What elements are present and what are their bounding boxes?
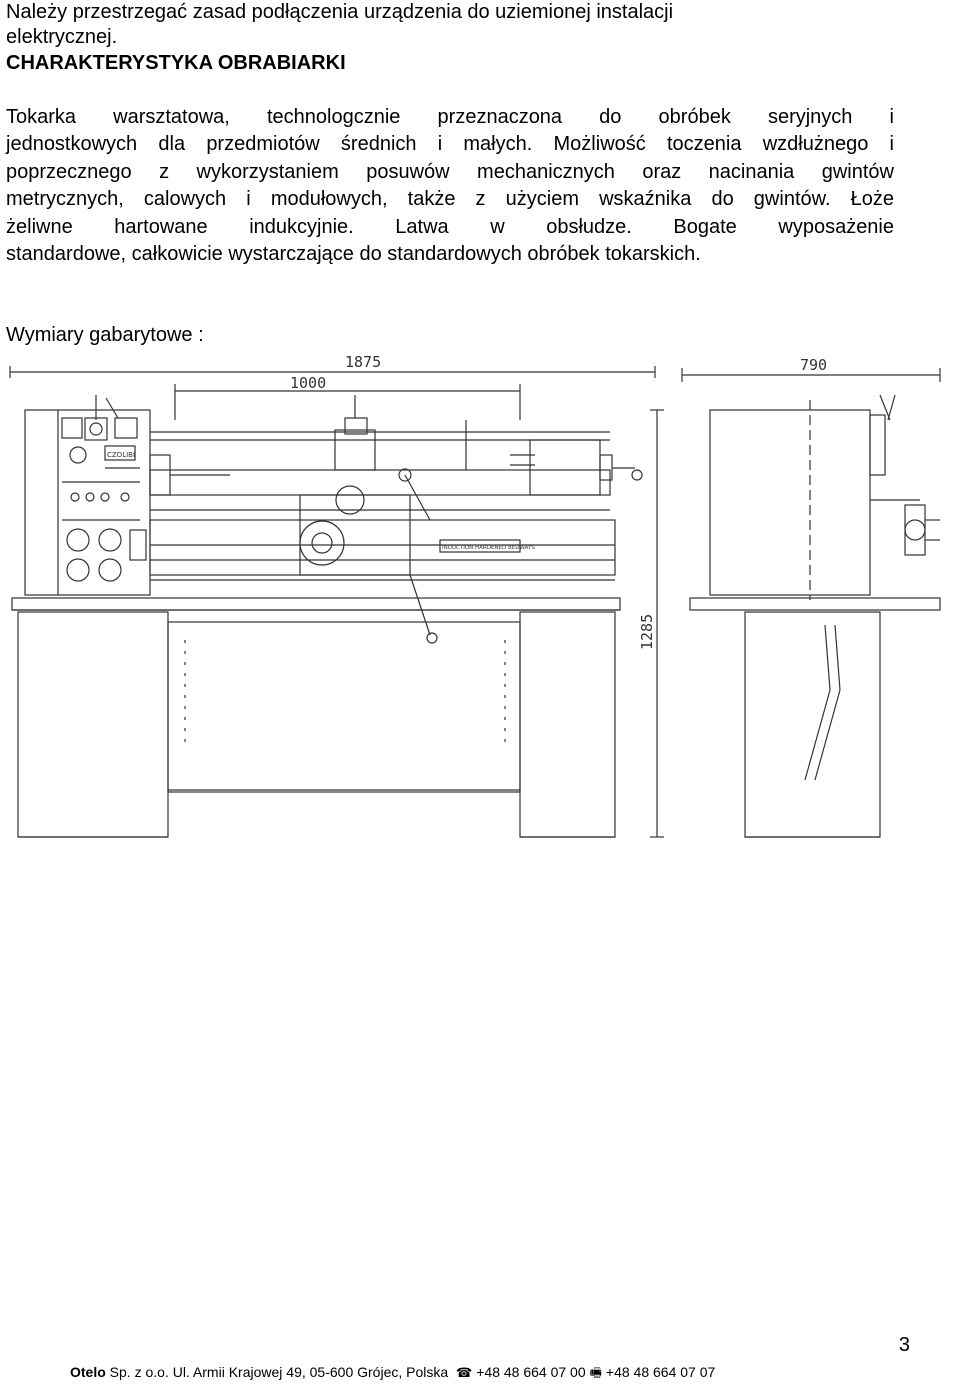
dim-bed-length: 1000 (290, 374, 327, 392)
description-line: poprzecznego z wykorzystaniem posuwów mechanicznych oraz nacinania gwintów (6, 160, 894, 183)
description-line: Tokarka warsztatowa, technologcznie przeznaczona do obróbek seryjnych i (6, 106, 894, 128)
apron-plate: INDUCTION HARDENED BEDWAYS (442, 545, 535, 551)
description-line: żeliwne hartowane indukcyjnie. Latwa w obsłudze. Bogate wyposażenie (6, 215, 894, 238)
footer-fax: +48 48 664 07 07 (605, 1364, 716, 1380)
dim-width: 790 (800, 356, 828, 374)
phone-icon: ☎ (456, 1365, 473, 1380)
description-paragraph (6, 104, 894, 268)
intro-line-2: elektrycznej. (6, 26, 118, 48)
section-heading: CHARAKTERYSTYKA OBRABIARKI (6, 52, 346, 74)
footer-phone: +48 48 664 07 00 (476, 1364, 586, 1380)
footer-company: Otelo (70, 1364, 106, 1380)
footer-address: Sp. z o.o. Ul. Armii Krajowej 49, 05-600 Grójec, Polska (105, 1364, 453, 1380)
description-line: metrycznych, calowych i modułowych, także z użyciem wskaźnika do gwintów. Łoże (6, 188, 894, 211)
dim-height: 1285 (638, 613, 656, 650)
description-line: jednostkowych dla przedmiotów średnich i małych. Możliwość toczenia wzdłużnego i (6, 133, 894, 156)
headstock-plate: CZOLIBI (107, 451, 136, 459)
page-number: 3 (898, 1334, 910, 1356)
footer (70, 1364, 715, 1386)
lathe-dimension-drawing (0, 345, 960, 845)
fax-icon: 🖷 (589, 1365, 602, 1380)
description-line: standardowe, całkowicie wystarczające do standardowych obróbek tokarskich. (6, 243, 701, 266)
dimensions-label: Wymiary gabarytowe : (6, 324, 204, 346)
dim-overall-length: 1875 (345, 353, 382, 371)
intro-line-1: Należy przestrzegać zasad podłączenia urządzenia do uziemionej instalacji (6, 1, 674, 23)
